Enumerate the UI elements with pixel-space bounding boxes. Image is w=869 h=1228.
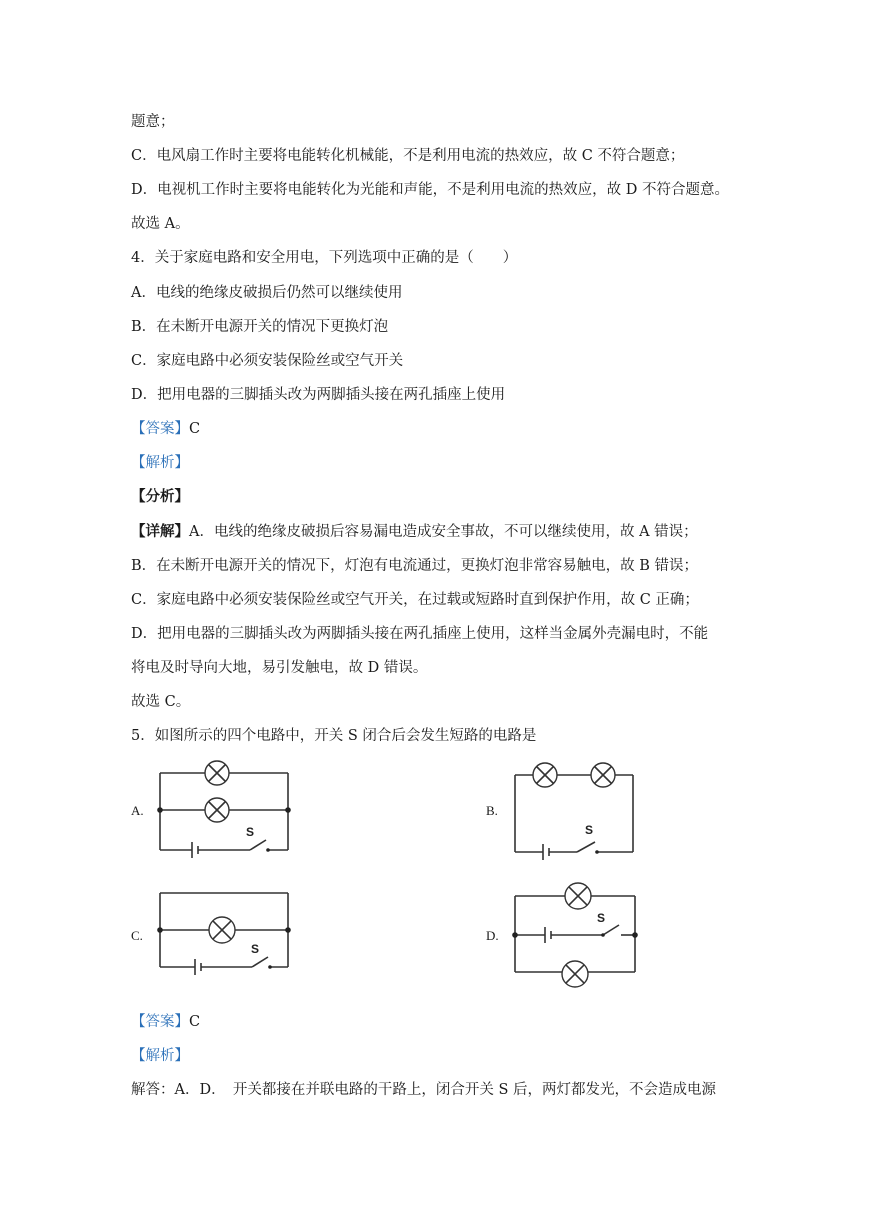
question-5: 5．如图所示的四个电路中，开关 S 闭合后会发生短路的电路是 (131, 728, 537, 744)
switch-label: S (246, 825, 255, 839)
text-line: 将电及时导向大地，易引发触电，故 D 错误。 (131, 660, 428, 676)
analysis-line-5 (131, 1046, 189, 1066)
circuit-c-label: C. (131, 928, 143, 943)
circuit-a-diagram (150, 760, 300, 860)
fenxi-tag: 【分析】 (131, 488, 189, 505)
option-c: C．家庭电路中必须安装保险丝或空气开关 (131, 353, 404, 369)
text-line: C．电风扇工作时主要将电能转化机械能，不是利用电流的热效应，故 C 不符合题意； (131, 148, 685, 164)
text-line: C．家庭电路中必须安装保险丝或空气开关，在过载或短路时直到保护作用，故 C 正确； (131, 592, 699, 608)
text-line: D．电视机工作时主要将电能转化为光能和声能，不是利用电流的热效应，故 D 不符合题意。 (131, 182, 729, 198)
circuit-b-label: B. (486, 803, 498, 818)
circuit-d-diagram (505, 872, 655, 1002)
option-d: D．把用电器的三脚插头改为两脚插头接在两孔插座上使用 (131, 387, 506, 403)
circuit-c-diagram (150, 885, 300, 985)
circuit-a-label: A. (131, 803, 144, 818)
answer-value: C (189, 421, 201, 437)
option-a: A．电线的绝缘皮破损后仍然可以继续使用 (131, 285, 403, 301)
circuit-b-diagram (505, 760, 655, 860)
analysis-tag: 【解析】 (131, 1048, 189, 1064)
text-line: B．在未断开电源开关的情况下，灯泡有电流通过，更换灯泡非常容易触电，故 B 错误； (131, 558, 699, 574)
answer-value: C (189, 1014, 201, 1030)
option-b: B．在未断开电源开关的情况下更换灯泡 (131, 319, 389, 335)
analysis-tag: 【解析】 (131, 455, 189, 471)
detail-text: A．电线的绝缘皮破损后容易漏电造成安全事故，不可以继续使用，故 A 错误； (189, 524, 698, 540)
answer-tag: 【答案】 (131, 421, 189, 437)
text-line: 故选 C。 (131, 694, 191, 710)
text-line: 题意； (131, 114, 175, 130)
detail-tag: 【详解】 (131, 523, 189, 540)
switch-label: S (597, 911, 606, 925)
text-line: 故选 A。 (131, 216, 190, 232)
switch-label: S (251, 942, 260, 956)
detail-line (131, 522, 698, 542)
answer-tag: 【答案】 (131, 1014, 189, 1030)
solution-line: 解答：A．D． 开关都接在并联电路的干路上，闭合开关 S 后，两灯都发光，不会造成电源 (131, 1082, 716, 1098)
answer-line-5 (131, 1012, 200, 1032)
question-4: 4．关于家庭电路和安全用电，下列选项中正确的是（ ） (131, 250, 518, 266)
circuit-d-label: D. (486, 928, 499, 943)
text-line: D．把用电器的三脚插头改为两脚插头接在两孔插座上使用，这样当金属外壳漏电时，不能 (131, 626, 709, 642)
fenxi-line (131, 487, 189, 507)
answer-line (131, 419, 200, 439)
analysis-line (131, 453, 189, 473)
switch-label: S (585, 823, 594, 837)
